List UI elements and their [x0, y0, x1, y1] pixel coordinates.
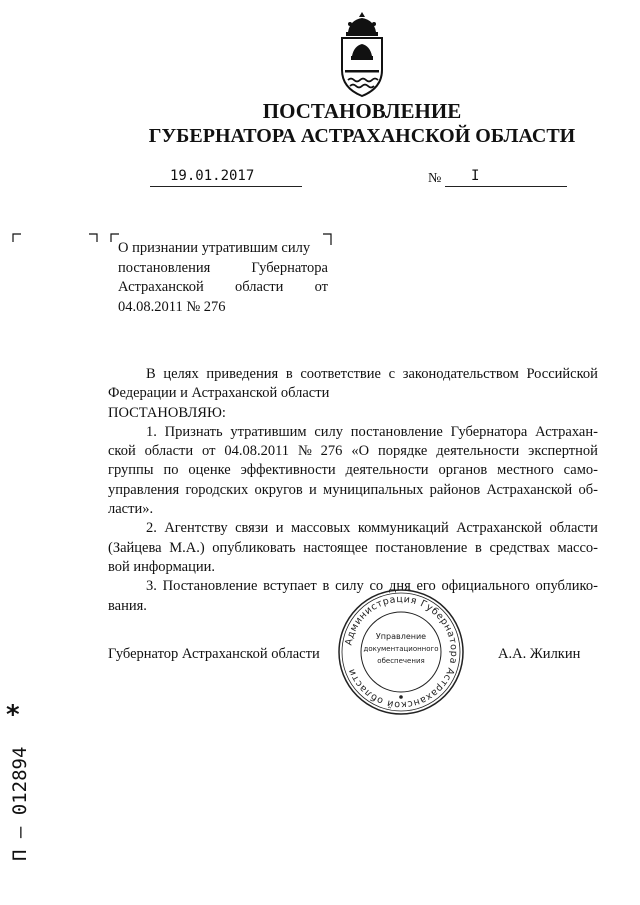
body-word: по — [163, 462, 179, 479]
body-line — [108, 539, 598, 558]
body-word: об- — [578, 481, 598, 498]
stamp-outer-text: Администрация Губернатора Астраханской области — [343, 593, 460, 711]
body-word: массовых — [290, 520, 351, 537]
coat-of-arms-icon — [336, 10, 388, 100]
body-word: опублико- — [535, 578, 598, 595]
body-word: оценке — [188, 462, 231, 479]
body-word: Признать — [164, 423, 223, 440]
body-line: вания. — [108, 597, 147, 614]
stamp-inner-line: Управление — [375, 632, 427, 641]
body-word: опубликовать — [212, 539, 296, 556]
subject-line — [118, 278, 328, 298]
body-line — [108, 442, 598, 461]
subject-word: от — [314, 279, 328, 295]
body-word: официального — [441, 578, 530, 595]
document-title: ПОСТАНОВЛЕНИЕ — [262, 99, 462, 123]
subject-word: 04.08.2011 № 276 — [118, 298, 226, 315]
corner-mark-icon — [12, 233, 22, 243]
body-word: городских — [185, 481, 249, 498]
body-word: порядке — [377, 443, 428, 460]
body-word: 04.08.2011 — [224, 443, 290, 460]
body-word: 2. — [146, 520, 157, 537]
body-word: само- — [563, 462, 598, 479]
body-word: эффективности — [240, 462, 336, 479]
body-word: со — [369, 578, 384, 595]
subject-line — [118, 259, 328, 279]
body-word: органов — [438, 462, 488, 479]
subject-word: постановления — [118, 259, 211, 276]
body-word: Постановление — [162, 578, 258, 595]
serial-number-mark — [0, 700, 42, 860]
body-word: постановление — [350, 423, 443, 440]
body-word: связи — [235, 520, 269, 537]
decree-subject — [118, 239, 328, 317]
body-word: Астрахан- — [535, 423, 598, 440]
body-word: утратившим — [230, 423, 307, 440]
body-word: (Зайцева — [108, 539, 162, 556]
body-word: № — [297, 443, 312, 460]
body-word: Российской — [526, 366, 598, 382]
body-word: с — [388, 366, 396, 382]
round-seal-icon — [336, 587, 466, 717]
body-word: законодательством — [402, 366, 519, 382]
body-word: муниципальных — [323, 481, 424, 498]
subject-word: Губернатора — [251, 259, 328, 276]
body-word: округов — [254, 481, 303, 498]
body-word: и — [275, 520, 284, 537]
subject-word: Астраханской — [118, 279, 204, 295]
body-word: местного — [497, 462, 554, 479]
body-word: в — [322, 578, 330, 595]
body-line — [108, 423, 598, 442]
signatory-name: А.А. Жилкин — [498, 646, 581, 662]
body-word: соответствие — [300, 366, 381, 382]
body-word: в — [285, 366, 293, 382]
decree-body — [108, 365, 598, 616]
stamp-inner-line: обеспечения — [377, 657, 425, 665]
stamp-inner-line: документационного — [363, 645, 439, 653]
body-word: районов — [429, 481, 481, 498]
body-line: ласти». — [108, 501, 154, 518]
body-word: 3. — [146, 578, 157, 595]
body-word: настоящее — [303, 539, 368, 556]
document-date: 19.01.2017 — [150, 168, 302, 187]
body-word: целях — [163, 366, 199, 382]
body-word: экспертной — [528, 443, 598, 460]
document-number: I — [445, 168, 567, 187]
body-word: вступает — [263, 578, 317, 595]
serial-number: П – 012894 — [9, 746, 31, 861]
body-line — [108, 519, 598, 538]
signatory-title: Губернатор Астраханской области — [108, 646, 320, 662]
body-word: группы — [108, 462, 154, 479]
body-line — [108, 365, 598, 384]
body-word: деятельности — [436, 443, 520, 460]
body-word: ской — [108, 443, 136, 460]
body-word: 1. — [146, 423, 157, 440]
subject-word: О признании утратившим силу — [118, 240, 311, 256]
body-line: Федерации и Астраханской области — [108, 385, 330, 402]
body-word: Астраханской — [486, 481, 573, 498]
subject-word: области — [234, 279, 284, 295]
body-word: приведения — [206, 366, 279, 382]
number-label: № — [428, 171, 442, 186]
body-word: области — [549, 520, 598, 537]
body-word: силу — [314, 423, 344, 440]
body-word: в — [475, 539, 482, 556]
body-word: постановление — [375, 539, 468, 556]
body-word: коммуникаций — [357, 520, 449, 537]
body-word: области — [144, 443, 194, 460]
body-line: ПОСТАНОВЛЯЮ: — [108, 404, 226, 421]
subject-line — [118, 239, 328, 259]
subject-line — [118, 298, 328, 318]
body-word: Агентству — [164, 520, 228, 537]
corner-mark-icon — [88, 233, 100, 243]
body-word: средствах — [489, 539, 550, 556]
body-word: «О — [351, 443, 370, 460]
document-subtitle: ГУБЕРНАТОРА АСТРАХАНСКОЙ ОБЛАСТИ — [148, 125, 576, 147]
body-word: и — [309, 481, 317, 498]
body-line — [108, 461, 598, 480]
body-word: управления — [108, 481, 180, 498]
body-word: деятельности — [345, 462, 429, 479]
body-line — [108, 481, 598, 500]
body-word: Астраханской — [456, 520, 543, 537]
body-word: массо- — [557, 539, 598, 556]
asterisk-mark: * — [6, 700, 20, 730]
body-word: Губернатора — [450, 423, 528, 440]
body-word: 276 — [320, 443, 343, 460]
body-word: М.А.) — [169, 539, 205, 556]
body-word: дня — [388, 578, 411, 595]
body-word: В — [146, 366, 156, 382]
body-word: силу — [335, 578, 364, 595]
body-word: его — [416, 578, 436, 595]
body-word: от — [202, 443, 216, 460]
body-line: вой информации. — [108, 558, 215, 575]
